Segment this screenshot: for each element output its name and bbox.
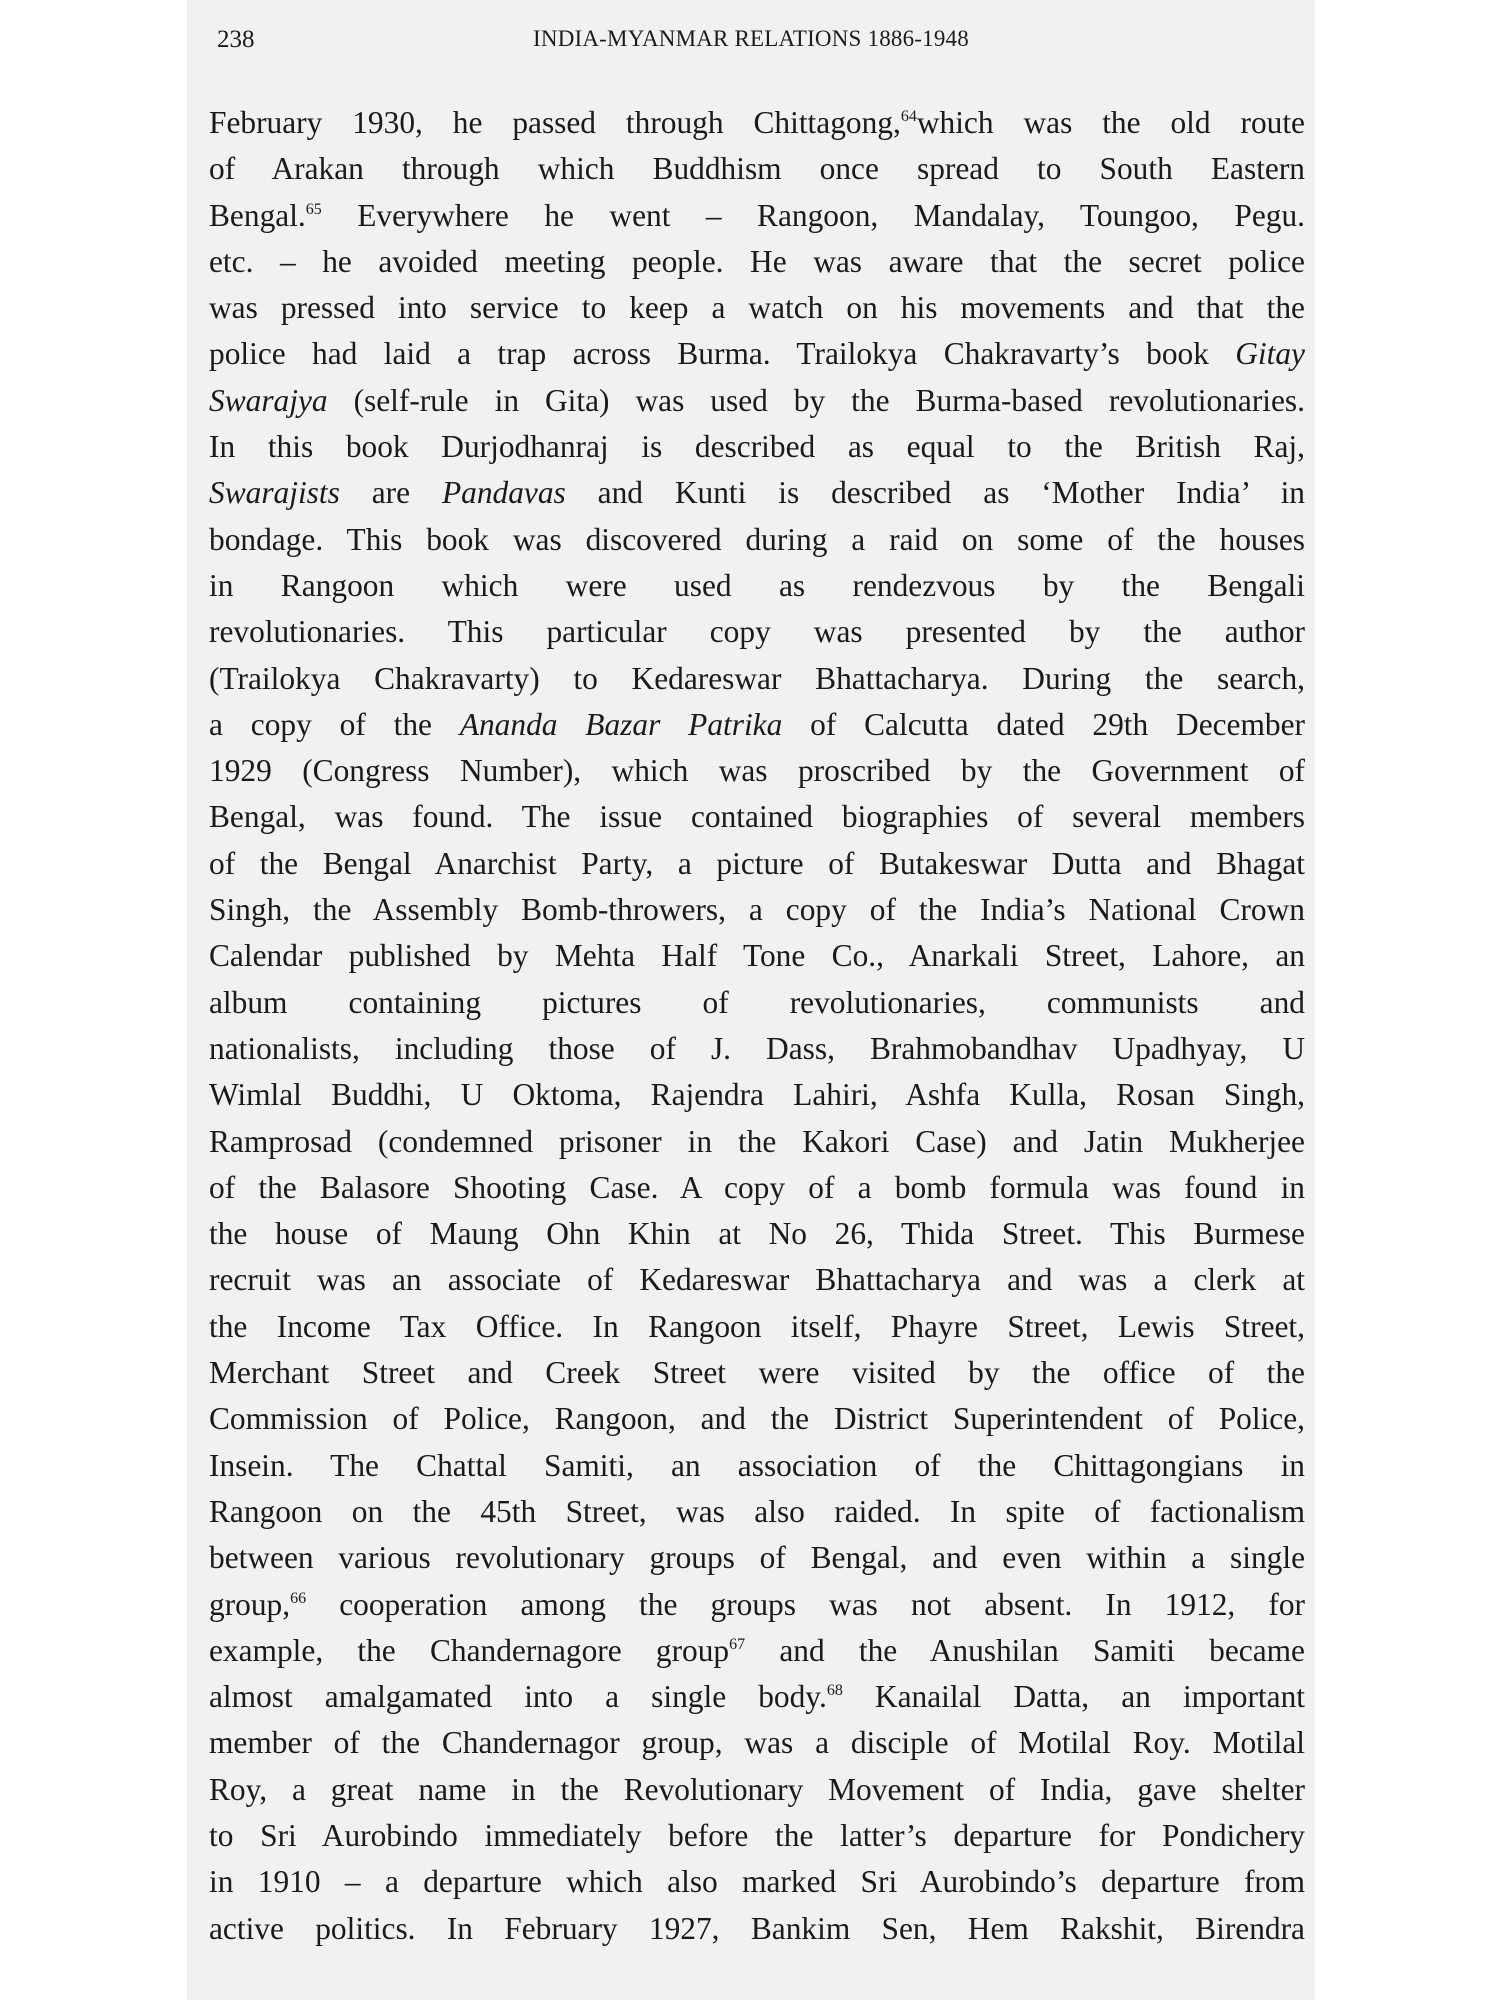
italic-text: Gitay (1235, 336, 1305, 372)
text-line (209, 656, 1305, 702)
text-line (209, 1211, 1305, 1257)
text-line (209, 424, 1305, 470)
text-segment: group, (209, 1586, 291, 1622)
text-line (209, 517, 1305, 563)
text-segment: of the Bengal Anarchist Party, a picture of Butakeswar Dutta and Bhagat (209, 845, 1305, 881)
footnote-marker: 68 (826, 1682, 843, 1700)
text-line (209, 1674, 1305, 1720)
text-line (209, 841, 1305, 887)
text-line (209, 100, 1305, 146)
text-segment: between various revolutionary groups of Bengal, and even within a single (209, 1540, 1305, 1576)
text-segment: Ramprosad (condemned prisoner in the Kakori Case) and Jatin Mukherjee (209, 1123, 1305, 1159)
text-segment: of Arakan through which Buddhism once spread to South Eastern (209, 151, 1305, 187)
text-segment: 1929 (Congress Number), which was proscribed by the Government of (209, 753, 1305, 789)
text-line (209, 980, 1305, 1026)
text-segment: which was the old route (916, 105, 1305, 140)
text-segment: nationalists, including those of J. Dass, Brahmobandhav Upadhyay, U (209, 1030, 1305, 1066)
text-line (209, 1026, 1305, 1072)
text-segment: active politics. In February 1927, Bankim Sen, Hem Rakshit, Birendra (209, 1910, 1305, 1946)
text-segment: was pressed into service to keep a watch on his movements and that the (209, 290, 1305, 326)
text-line (209, 748, 1305, 794)
text-line (209, 239, 1305, 285)
page-number: 238 (217, 26, 255, 53)
text-line (209, 1304, 1305, 1350)
text-segment: and Kunti is described as ‘Mother India’ in (565, 475, 1305, 511)
text-segment: album containing pictures of revolutionaries, communists and (209, 984, 1305, 1020)
text-segment: Everywhere he went – Rangoon, Mandalay, Toungoo, Pegu. (321, 197, 1305, 233)
text-line (209, 794, 1305, 840)
text-segment: of the Balasore Shooting Case. A copy of a bomb formula was found in (209, 1169, 1305, 1205)
text-segment: in 1910 – a departure which also marked Sri Aurobindo’s departure from (209, 1864, 1305, 1900)
text-segment: in Rangoon which were used as rendezvous by the Bengali (209, 567, 1305, 603)
text-line (209, 193, 1305, 239)
text-line (209, 470, 1305, 516)
text-segment: member of the Chandernagor group, was a disciple of Motilal Roy. Motilal (209, 1725, 1305, 1761)
text-segment: the Income Tax Office. In Rangoon itself, Phayre Street, Lewis Street, (209, 1308, 1305, 1344)
text-segment: cooperation among the groups was not absent. In 1912, for (306, 1586, 1305, 1622)
text-line (209, 1813, 1305, 1859)
text-line (209, 1767, 1305, 1813)
text-line (209, 1396, 1305, 1442)
text-segment: Wimlal Buddhi, U Oktoma, Rajendra Lahiri, Ashfa Kulla, Rosan Singh, (209, 1077, 1305, 1113)
text-segment: Bengal, was found. The issue contained biographies of several members (209, 799, 1305, 835)
italic-text: Swarajists (209, 475, 340, 511)
footnote-marker: 66 (290, 1589, 307, 1607)
text-segment: and the Anushilan Samiti became (745, 1632, 1305, 1668)
text-line (209, 1628, 1305, 1674)
text-segment: Kanailal Datta, an important (842, 1679, 1305, 1715)
text-segment: example, the Chandernagore group (209, 1632, 730, 1668)
italic-text: Swarajya (209, 382, 328, 418)
text-segment: (self-rule in Gita) was used by the Burma-based revolutionaries. (327, 382, 1305, 418)
text-line (209, 1582, 1305, 1628)
text-line (209, 1165, 1305, 1211)
text-line (209, 933, 1305, 979)
text-segment: to Sri Aurobindo immediately before the latter’s departure for Pondichery (209, 1817, 1305, 1853)
text-segment: revolutionaries. This particular copy was presented by the author (209, 614, 1305, 650)
text-segment: the house of Maung Ohn Khin at No 26, Thida Street. This Burmese (209, 1216, 1305, 1252)
text-segment: a copy of the (209, 706, 460, 742)
text-segment: Rangoon on the 45th Street, was also raided. In spite of factionalism (209, 1493, 1305, 1529)
text-line (209, 563, 1305, 609)
text-segment: Singh, the Assembly Bomb-throwers, a copy of the India’s National Crown (209, 892, 1305, 928)
text-line (209, 887, 1305, 933)
text-segment: (Trailokya Chakravarty) to Kedareswar Bhattacharya. During the search, (209, 660, 1305, 696)
text-segment: police had laid a trap across Burma. Trailokya Chakravarty’s book (209, 336, 1236, 372)
text-segment: Merchant Street and Creek Street were visited by the office of the (209, 1355, 1305, 1391)
text-line (209, 146, 1305, 192)
text-segment: In this book Durjodhanraj is described as equal to the British Raj, (209, 429, 1305, 465)
text-line (209, 1350, 1305, 1396)
text-line (209, 1859, 1305, 1905)
text-segment: February 1930, he passed through Chittagong, (209, 105, 901, 140)
text-segment: almost amalgamated into a single body. (209, 1679, 827, 1715)
text-line (209, 1906, 1305, 1952)
italic-text: Pandavas (441, 475, 566, 511)
text-line (209, 285, 1305, 331)
text-segment: of Calcutta dated 29th December (782, 706, 1305, 742)
text-segment: are (339, 475, 442, 511)
text-segment: Bengal. (209, 197, 306, 233)
text-segment: bondage. This book was discovered during a raid on some of the houses (209, 521, 1305, 557)
text-segment: Roy, a great name in the Revolutionary Movement of India, gave shelter (209, 1771, 1305, 1807)
text-line (209, 331, 1305, 377)
text-line (209, 378, 1305, 424)
text-line (209, 1535, 1305, 1581)
footnote-marker: 65 (305, 200, 322, 218)
page-header (217, 26, 1285, 58)
text-line (209, 1257, 1305, 1303)
running-title: INDIA-MYANMAR RELATIONS 1886-1948 (533, 26, 969, 51)
text-line (209, 609, 1305, 655)
text-segment: etc. – he avoided meeting people. He was aware that the secret police (209, 243, 1305, 279)
text-segment: Insein. The Chattal Samiti, an association of the Chittagongians in (209, 1447, 1305, 1483)
body-paragraph (209, 100, 1305, 1952)
footnote-marker: 67 (729, 1635, 746, 1653)
text-line (209, 1443, 1305, 1489)
italic-text: Ananda Bazar Patrika (459, 706, 783, 742)
text-segment: Calendar published by Mehta Half Tone Co., Anarkali Street, Lahore, an (209, 938, 1305, 974)
text-line (209, 1119, 1305, 1165)
book-page (187, 0, 1315, 2000)
text-line (209, 702, 1305, 748)
text-line (209, 1720, 1305, 1766)
text-segment: recruit was an associate of Kedareswar Bhattacharya and was a clerk at (209, 1262, 1305, 1298)
text-line (209, 1072, 1305, 1118)
footnote-marker: 64 (900, 108, 917, 125)
text-segment: Commission of Police, Rangoon, and the District Superintendent of Police, (209, 1401, 1305, 1437)
text-line (209, 1489, 1305, 1535)
